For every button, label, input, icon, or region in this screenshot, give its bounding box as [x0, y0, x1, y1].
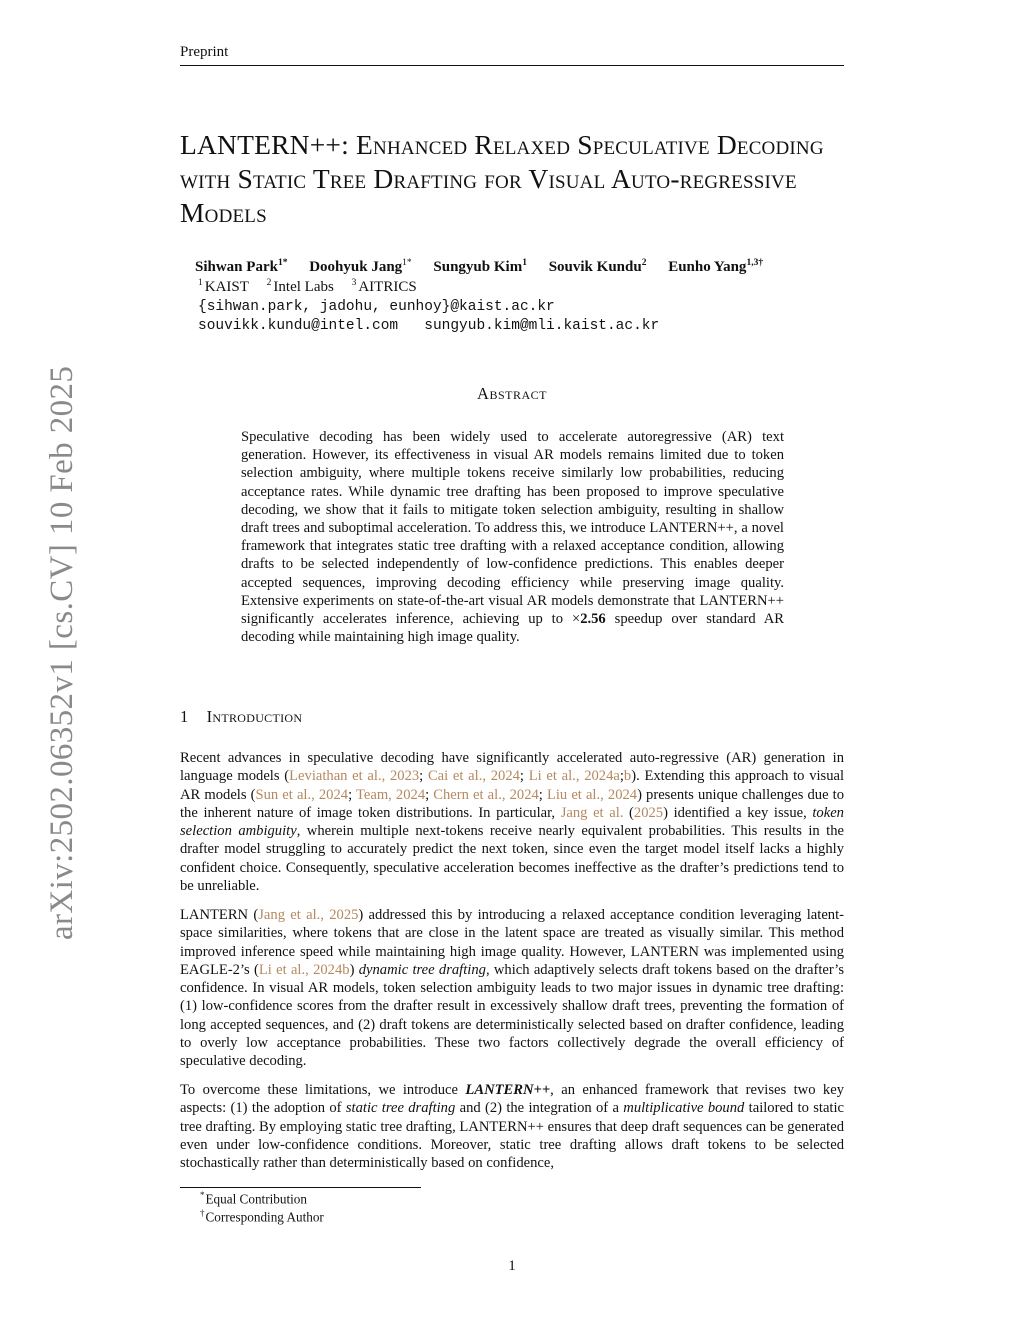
email-line[interactable]: {sihwan.park, jadohu, eunhoy}@kaist.ac.kr	[198, 299, 555, 315]
footnote-rule	[180, 1187, 421, 1188]
author-list	[195, 258, 855, 276]
citation-link[interactable]: 2025	[633, 804, 664, 821]
section-heading: 1 Introduction	[180, 707, 303, 726]
author: Sihwan Park$^{1*}$	[195, 258, 288, 275]
citation-link[interactable]: b	[623, 768, 632, 785]
citation-link[interactable]: Jang et al.	[560, 804, 624, 821]
citation-link[interactable]: Liu et al., 2024	[546, 786, 638, 803]
footnote: †Corresponding Author	[200, 1208, 324, 1225]
affiliation-list	[198, 278, 431, 296]
affiliation: $^2$ Intel Labs	[266, 278, 334, 295]
citation-link[interactable]: Jang et al., 2025	[258, 907, 359, 923]
citation-link[interactable]: Leviathan et al., 2023	[289, 768, 420, 785]
intro-paragraph: To overcome these limitations, we introduce LANTERN++, an enhanced framework that revises two key aspects: (1) the adoption of static tree drafting and (2) the integration of a multiplicative bound tailored to static tree drafting. By employing static tree drafting, LANTERN++ ensures that deep draft sequences can be generated even under low-confidence conditions. Moreover, static tree drafting allows draft tokens to be selected stochastically rather than deterministically based on confidence,	[180, 1082, 845, 1172]
author: Doohyuk Jang$^{1*}$	[309, 258, 412, 275]
citation-link[interactable]: Li et al., 2024b	[258, 961, 350, 978]
arxiv-stamp: arXiv:2502.06352v1 [cs.CV] 10 Feb 2025	[44, 365, 80, 940]
running-header: Preprint	[180, 44, 229, 60]
abstract-heading: Abstract	[477, 384, 547, 403]
math-times: ×	[571, 611, 581, 628]
citation-link[interactable]: Chern et al., 2024	[433, 786, 539, 803]
affiliation: $^3$ AITRICS	[351, 278, 417, 295]
math-speedup-value: 2.56	[580, 611, 606, 628]
citation-link[interactable]: Team, 2024	[355, 786, 426, 803]
intro-paragraph: LANTERN (Jang et al., 2025) addressed this by introducing a relaxed acceptance condition leveraging latent-space similarities, where tokens that are close in the latent space are treated as visually similar. This method improved inference speed while maintaining high image quality. However, LANTERN was implemented using EAGLE-2’s (Li et al., 2024b) dynamic tree drafting, which adaptively selects draft tokens based on the drafter’s confidence. In visual AR models, token selection ambiguity leads to two major issues in dynamic tree drafting: (1) low-confidence scores from the drafter result in excessively shallow draft trees, preventing the formation of long accepted sequences, and (2) draft tokens are deterministically selected based on drafter confidence, leading to overly low acceptance probabilities. These two factors collectively degrade the overall efficiency of speculative decoding.	[180, 907, 845, 1070]
footnote: *Equal Contribution	[200, 1190, 307, 1207]
paper-title: LANTERN++: Enhanced Relaxed Speculative Decoding with Static Tree Drafting for Visual Auto-regressive Models	[180, 129, 824, 228]
intro-paragraph: Recent advances in speculative decoding have significantly accelerated auto-regressive (AR) generation in language models (Leviathan et al., 2023; Cai et al., 2024; Li et al., 2024a;b). Extending this approach to visual AR models (Sun et al., 2024; Team, 2024; Chern et al., 2024; Liu et al., 2024) presents unique challenges due to the inherent nature of image token distributions. In particular, Jang et al. (2025) identified a key issue, token selection ambiguity, wherein multiple next-tokens receive nearly equivalent probabilities. This results in the drafter model struggling to accurately predict the next token, since even the target model itself lacks a highly confident choice. Consequently, speculative acceleration becomes ineffective as the drafter’s predictions tend to be unreliable.	[180, 750, 845, 895]
citation-link[interactable]: Cai et al., 2024	[427, 768, 520, 785]
author: Souvik Kundu$^2$	[548, 258, 647, 275]
page-number: 1	[508, 1258, 516, 1274]
citation-link[interactable]: Sun et al., 2024	[255, 786, 349, 803]
abstract-text: Speculative decoding has been widely used to accelerate autoregressive (AR) text generation. However, its effectiveness in visual AR models remains limited due to token selection ambiguity, where multiple tokens receive similarly low probabilities, reducing acceptance rates. While dynamic tree drafting has been proposed to improve speculative decoding, we show that it fails to mitigate token selection ambiguity, resulting in shallow draft trees and suboptimal acceleration. To address this, we introduce LANTERN++, a novel framework that integrates static tree drafting with a relaxed acceptance condition, allowing drafts to be selected independently of low-confidence predictions. This enables deeper accepted sequences, improving decoding efficiency while preserving image quality. Extensive experiments on state-of-the-art visual AR models demonstrate that LANTERN++ significantly accelerates inference, achieving up to ×2.56 speedup over standard AR decoding while maintaining high image quality.	[241, 429, 784, 646]
email-line[interactable]: souvikk.kundu@intel.com sungyub.kim@mli.kaist.ac.kr	[198, 318, 660, 334]
author: Eunho Yang$^{1,3\dagger}$	[668, 258, 764, 275]
citation-link[interactable]: Li et al., 2024a	[528, 768, 620, 785]
author: Sungyub Kim$^1$	[433, 258, 527, 275]
affiliation: $^1$ KAIST	[198, 278, 249, 295]
header-rule	[180, 65, 844, 66]
